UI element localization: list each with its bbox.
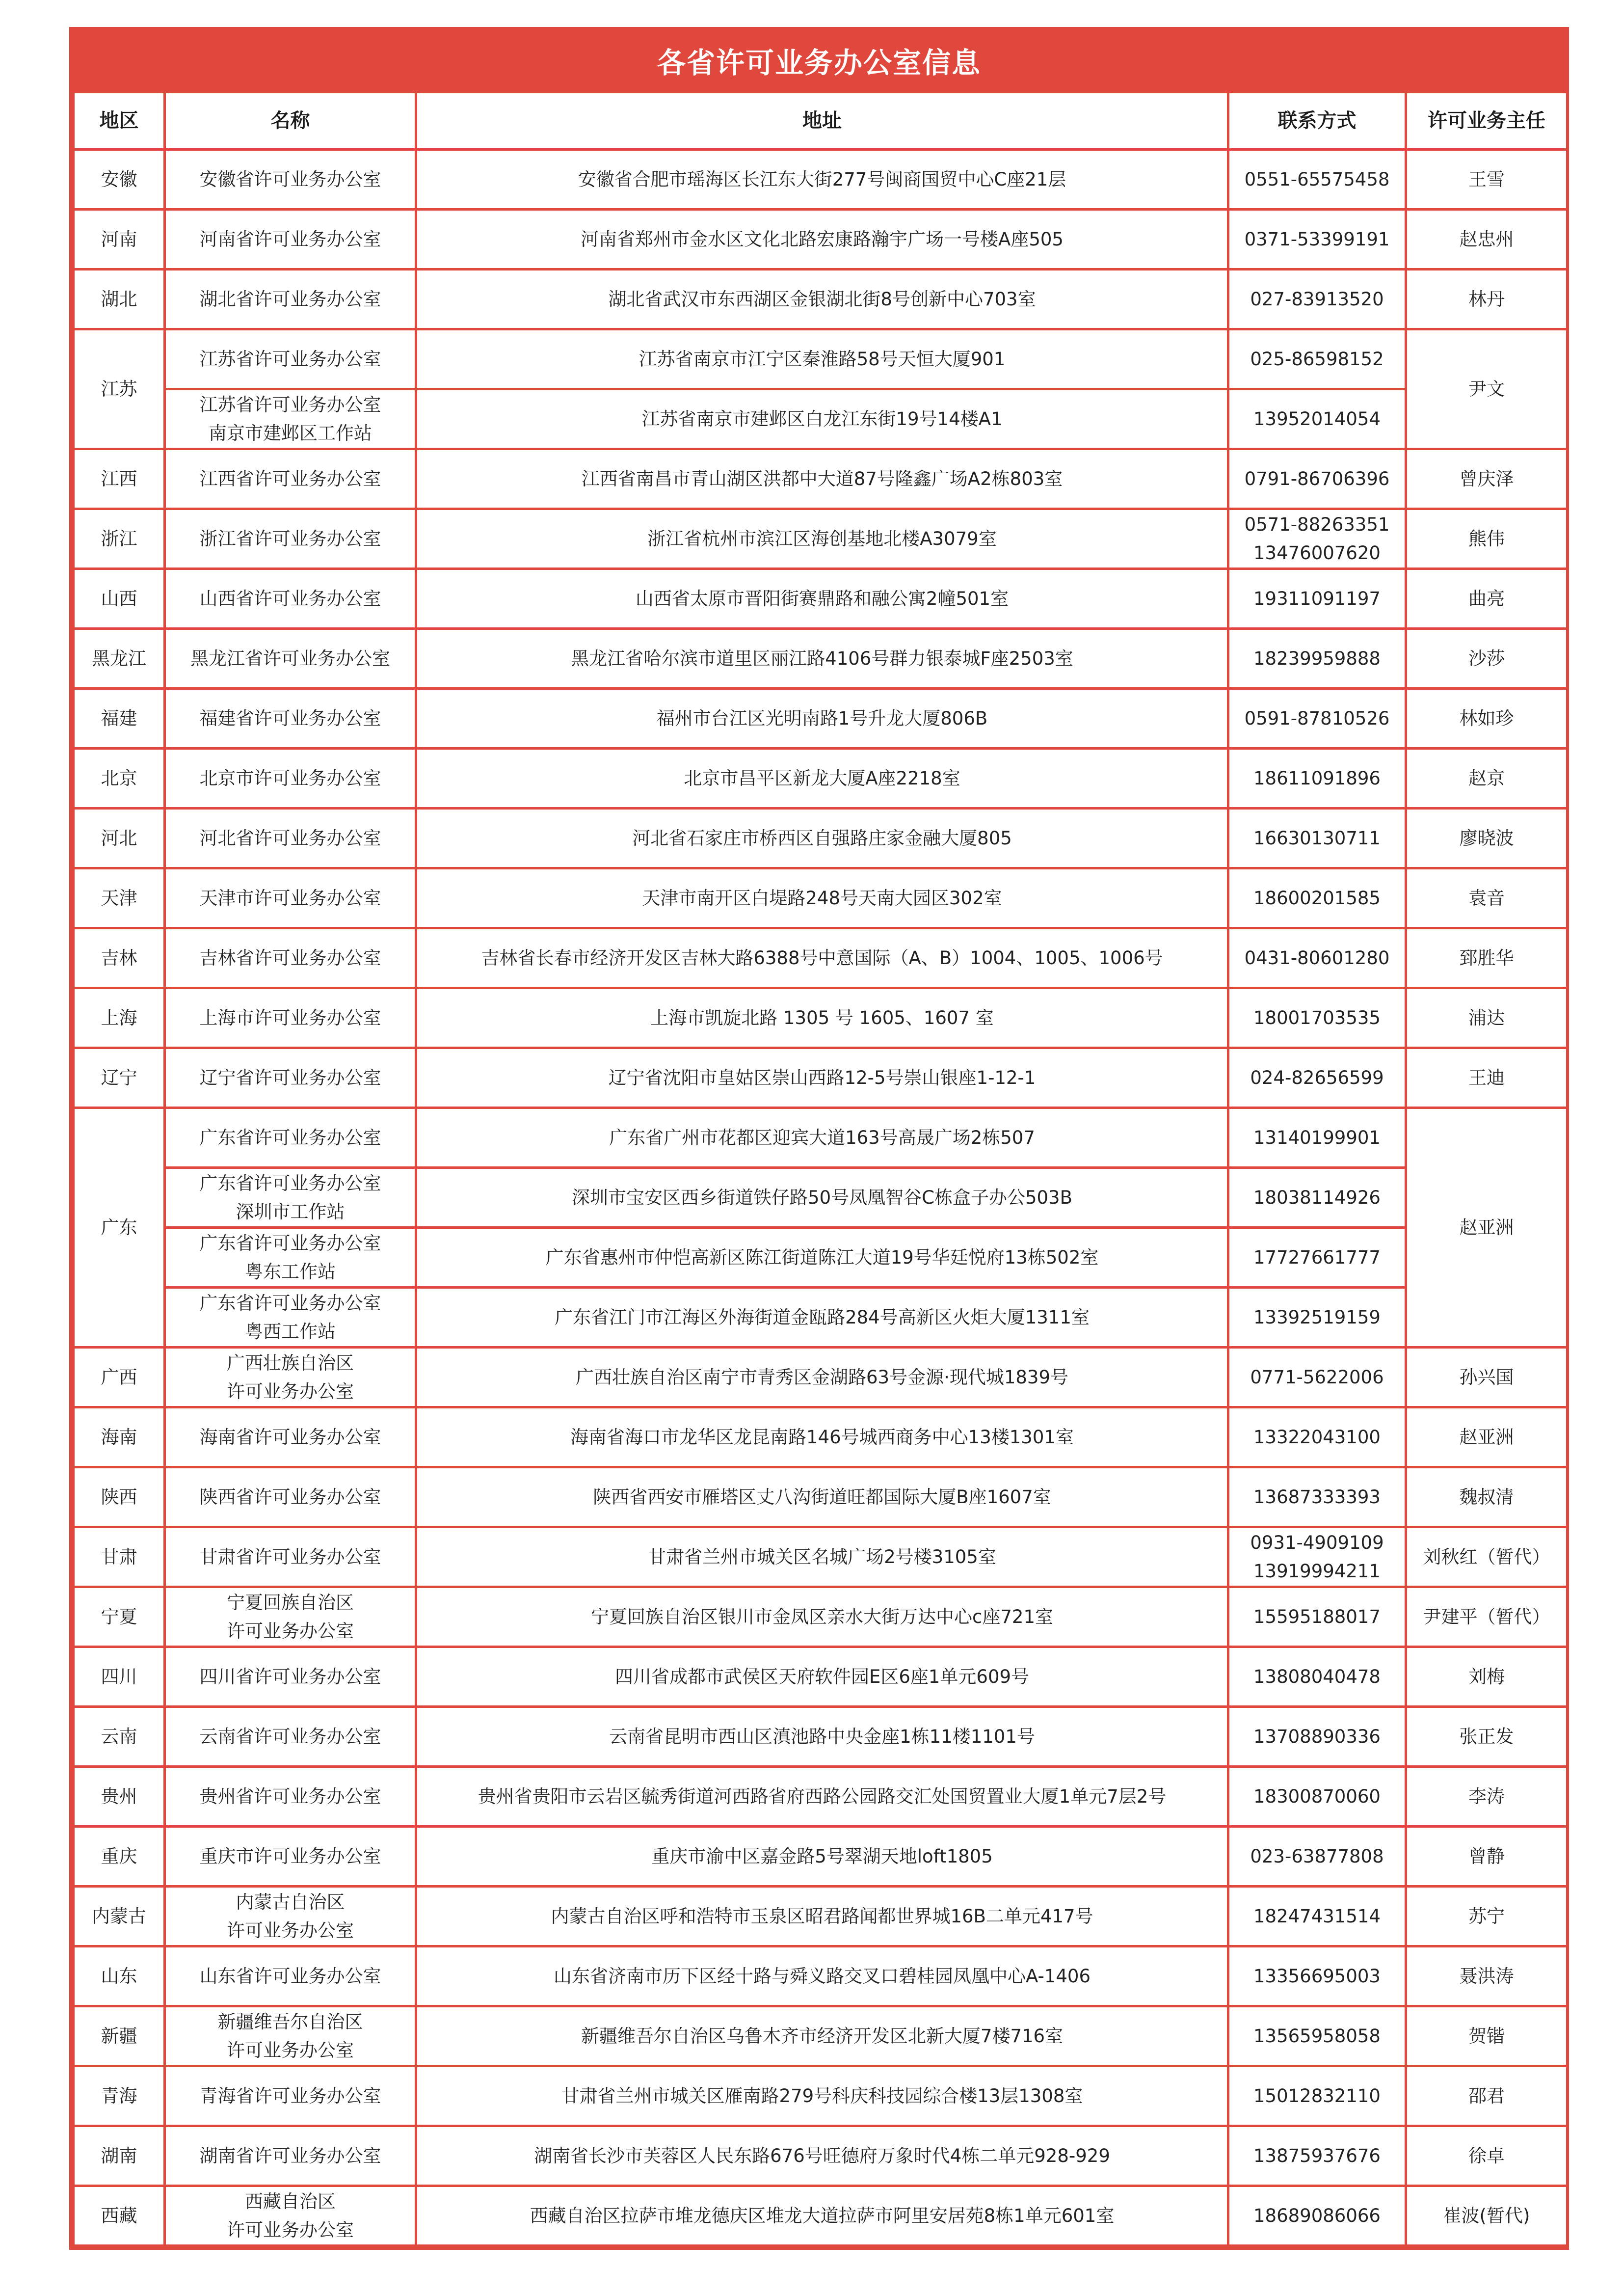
table-row (74, 2186, 1568, 2246)
cell-contact (1228, 270, 1406, 329)
cell-contact (1228, 809, 1406, 868)
office-name-line: 许可业务办公室 (227, 2039, 354, 2061)
cell-contact (1228, 1827, 1406, 1887)
table-body (74, 150, 1568, 2246)
phone-number: 13952014054 (1253, 408, 1381, 430)
cell-region: 福建 (74, 689, 165, 749)
cell-region: 山东 (74, 1946, 165, 2006)
cell-region: 四川 (74, 1647, 165, 1707)
cell-director: 赵忠州 (1406, 210, 1568, 270)
table-row (74, 2126, 1568, 2186)
table-row (74, 1527, 1568, 1587)
cell-address: 江苏省南京市建邺区白龙江东街19号14楼A1 (416, 389, 1228, 449)
phone-number: 13687333393 (1253, 1486, 1381, 1508)
cell-director: 尹文 (1406, 329, 1568, 449)
cell-office-name (165, 1827, 416, 1887)
phone-number: 15012832110 (1253, 2085, 1381, 2107)
cell-address: 湖北省武汉市东西湖区金银湖北街8号创新中心703室 (416, 270, 1228, 329)
cell-contact (1228, 509, 1406, 569)
table-row (74, 809, 1568, 868)
cell-office-name (165, 1168, 416, 1228)
office-name-line: 内蒙古自治区 (236, 1891, 345, 1913)
header-contact: 联系方式 (1228, 92, 1406, 150)
cell-office-name (165, 1228, 416, 1288)
table-row (74, 509, 1568, 569)
table-row (74, 449, 1568, 509)
phone-number: 0371-53399191 (1244, 228, 1390, 250)
phone-number: 15595188017 (1253, 1606, 1381, 1627)
cell-contact (1228, 150, 1406, 210)
cell-address: 福州市台江区光明南路1号升龙大厦806B (416, 689, 1228, 749)
cell-director: 张正发 (1406, 1707, 1568, 1767)
cell-address: 深圳市宝安区西乡街道铁仔路50号凤凰智谷C栋盒子办公503B (416, 1168, 1228, 1228)
office-name-line: 辽宁省许可业务办公室 (199, 1067, 381, 1088)
table-row (74, 1407, 1568, 1467)
cell-contact (1228, 2186, 1406, 2246)
cell-address: 北京市昌平区新龙大厦A座2218室 (416, 749, 1228, 809)
table-row (74, 1108, 1568, 1168)
office-name-line: 四川省许可业务办公室 (199, 1666, 381, 1687)
office-name-line: 广西壮族自治区 (227, 1352, 354, 1374)
office-table (72, 91, 1569, 2247)
table-row (74, 1767, 1568, 1827)
cell-director: 曾庆泽 (1406, 449, 1568, 509)
office-name-line: 陕西省许可业务办公室 (199, 1486, 381, 1508)
office-name-line: 山西省许可业务办公室 (199, 588, 381, 609)
phone-number: 0571-88263351 (1244, 513, 1390, 535)
cell-address: 四川省成都市武侯区天府软件园E区6座1单元609号 (416, 1647, 1228, 1707)
office-name-line: 河南省许可业务办公室 (199, 228, 381, 250)
cell-region: 广东 (74, 1108, 165, 1348)
office-name-line: 许可业务办公室 (227, 2219, 354, 2241)
phone-number: 18239959888 (1253, 648, 1381, 669)
cell-office-name (165, 809, 416, 868)
office-name-line: 吉林省许可业务办公室 (199, 947, 381, 969)
cell-director: 孙兴国 (1406, 1348, 1568, 1407)
phone-number: 024-82656599 (1250, 1067, 1384, 1088)
cell-address: 上海市凯旋北路 1305 号 1605、1607 室 (416, 988, 1228, 1048)
table-row (74, 329, 1568, 389)
cell-contact (1228, 1946, 1406, 2006)
cell-director: 刘秋红（暂代） (1406, 1527, 1568, 1587)
table-row (74, 1467, 1568, 1527)
cell-office-name (165, 329, 416, 389)
office-name-line: 江苏省许可业务办公室 (199, 394, 381, 415)
phone-number: 13808040478 (1253, 1666, 1381, 1687)
cell-office-name (165, 150, 416, 210)
office-name-line: 广东省许可业务办公室 (199, 1172, 381, 1194)
cell-director: 徐卓 (1406, 2126, 1568, 2186)
cell-director: 王迪 (1406, 1048, 1568, 1108)
cell-address: 甘肃省兰州市城关区雁南路279号科庆科技园综合楼13层1308室 (416, 2066, 1228, 2126)
table-row (74, 749, 1568, 809)
cell-address: 内蒙古自治区呼和浩特市玉泉区昭君路闻都世界城16B二单元417号 (416, 1887, 1228, 1946)
cell-office-name (165, 1527, 416, 1587)
cell-contact (1228, 1168, 1406, 1228)
office-name-line: 湖北省许可业务办公室 (199, 288, 381, 310)
cell-director: 廖晓波 (1406, 809, 1568, 868)
cell-address: 贵州省贵阳市云岩区毓秀街道河西路省府西路公园路交汇处国贸置业大厦1单元7层2号 (416, 1767, 1228, 1827)
header-address: 地址 (416, 92, 1228, 150)
cell-office-name (165, 988, 416, 1048)
table-row (74, 1887, 1568, 1946)
cell-address: 山东省济南市历下区经十路与舜义路交叉口碧桂园凤凰中心A-1406 (416, 1946, 1228, 2006)
cell-office-name (165, 928, 416, 988)
cell-contact (1228, 1348, 1406, 1407)
table-row (74, 1707, 1568, 1767)
cell-region: 重庆 (74, 1827, 165, 1887)
cell-contact (1228, 2066, 1406, 2126)
cell-office-name (165, 2066, 416, 2126)
phone-number: 023-63877808 (1250, 1845, 1384, 1867)
cell-director: 林如珍 (1406, 689, 1568, 749)
phone-number: 13356695003 (1253, 1965, 1381, 1987)
cell-region: 云南 (74, 1707, 165, 1767)
cell-address: 宁夏回族自治区银川市金凤区亲水大街万达中心c座721室 (416, 1587, 1228, 1647)
office-name-line: 深圳市工作站 (236, 1201, 345, 1222)
office-name-line: 甘肃省许可业务办公室 (199, 1546, 381, 1567)
table-row (74, 1827, 1568, 1887)
cell-address: 辽宁省沈阳市皇姑区崇山西路12-5号崇山银座1-12-1 (416, 1048, 1228, 1108)
cell-contact (1228, 988, 1406, 1048)
phone-number: 18600201585 (1253, 887, 1381, 909)
cell-contact (1228, 2126, 1406, 2186)
header-region: 地区 (74, 92, 165, 150)
office-name-line: 福建省许可业务办公室 (199, 707, 381, 729)
office-name-line: 山东省许可业务办公室 (199, 1965, 381, 1987)
cell-region: 西藏 (74, 2186, 165, 2246)
cell-address: 安徽省合肥市瑶海区长江东大街277号闽商国贸中心C座21层 (416, 150, 1228, 210)
phone-number: 025-86598152 (1250, 348, 1384, 370)
cell-contact (1228, 449, 1406, 509)
cell-office-name (165, 749, 416, 809)
table-row (74, 2066, 1568, 2126)
cell-region: 宁夏 (74, 1587, 165, 1647)
cell-address: 湖南省长沙市芙蓉区人民东路676号旺德府万象时代4栋二单元928-929 (416, 2126, 1228, 2186)
cell-office-name (165, 389, 416, 449)
cell-contact (1228, 1887, 1406, 1946)
cell-office-name (165, 2186, 416, 2246)
cell-office-name (165, 1887, 416, 1946)
office-name-line: 青海省许可业务办公室 (199, 2085, 381, 2107)
office-name-line: 宁夏回族自治区 (227, 1592, 354, 1613)
cell-address: 天津市南开区白堤路248号天南大园区302室 (416, 868, 1228, 928)
cell-contact (1228, 1587, 1406, 1647)
cell-office-name (165, 1467, 416, 1527)
cell-region: 陕西 (74, 1467, 165, 1527)
cell-office-name (165, 270, 416, 329)
table-row (74, 150, 1568, 210)
office-name-line: 湖南省许可业务办公室 (199, 2145, 381, 2166)
cell-office-name (165, 210, 416, 270)
cell-address: 广西壮族自治区南宁市青秀区金湖路63号金源·现代城1839号 (416, 1348, 1228, 1407)
cell-address: 广东省惠州市仲恺高新区陈江街道陈江大道19号华廷悦府13栋502室 (416, 1228, 1228, 1288)
cell-contact (1228, 1707, 1406, 1767)
phone-number: 0771-5622006 (1250, 1366, 1384, 1388)
cell-director: 王雪 (1406, 150, 1568, 210)
table-row (74, 1946, 1568, 2006)
table-row (74, 1048, 1568, 1108)
office-name-line: 许可业务办公室 (227, 1380, 354, 1402)
office-name-line: 贵州省许可业务办公室 (199, 1785, 381, 1807)
cell-region: 北京 (74, 749, 165, 809)
phone-number: 19311091197 (1253, 588, 1381, 609)
cell-address: 江西省南昌市青山湖区洪都中大道87号隆鑫广场A2栋803室 (416, 449, 1228, 509)
office-name-line: 河北省许可业务办公室 (199, 827, 381, 849)
office-info-sheet (69, 27, 1569, 2250)
cell-director: 袁音 (1406, 868, 1568, 928)
cell-office-name (165, 1707, 416, 1767)
cell-director: 赵亚洲 (1406, 1407, 1568, 1467)
cell-address: 吉林省长春市经济开发区吉林大路6388号中意国际（A、B）1004、1005、1006号 (416, 928, 1228, 988)
cell-office-name (165, 449, 416, 509)
cell-region: 浙江 (74, 509, 165, 569)
cell-contact (1228, 1527, 1406, 1587)
cell-director: 崔波(暂代) (1406, 2186, 1568, 2246)
cell-contact (1228, 329, 1406, 389)
phone-number: 13140199901 (1253, 1127, 1381, 1148)
office-name-line: 上海市许可业务办公室 (199, 1007, 381, 1028)
office-name-line: 重庆市许可业务办公室 (199, 1845, 381, 1867)
office-name-line: 浙江省许可业务办公室 (199, 528, 381, 549)
office-name-line: 江西省许可业务办公室 (199, 468, 381, 489)
table-row (74, 1348, 1568, 1407)
cell-region: 山西 (74, 569, 165, 629)
office-name-line: 粤西工作站 (245, 1321, 336, 1342)
phone-number: 13565958058 (1253, 2025, 1381, 2047)
cell-region: 河南 (74, 210, 165, 270)
phone-number: 18300870060 (1253, 1785, 1381, 1807)
cell-director: 曲亮 (1406, 569, 1568, 629)
cell-contact (1228, 1467, 1406, 1527)
cell-office-name (165, 1108, 416, 1168)
office-name-line: 西藏自治区 (245, 2190, 336, 2212)
cell-address: 广东省广州市花都区迎宾大道163号高晟广场2栋507 (416, 1108, 1228, 1168)
office-name-line: 广东省许可业务办公室 (199, 1232, 381, 1254)
cell-contact (1228, 928, 1406, 988)
phone-number: 13392519159 (1253, 1306, 1381, 1328)
cell-region: 湖南 (74, 2126, 165, 2186)
cell-region: 吉林 (74, 928, 165, 988)
table-row (74, 270, 1568, 329)
cell-office-name (165, 1048, 416, 1108)
office-name-line: 安徽省许可业务办公室 (199, 168, 381, 190)
cell-contact (1228, 689, 1406, 749)
phone-number: 18001703535 (1253, 1007, 1381, 1028)
cell-contact (1228, 1288, 1406, 1348)
cell-address: 江苏省南京市江宁区秦淮路58号天恒大厦901 (416, 329, 1228, 389)
cell-contact (1228, 1108, 1406, 1168)
table-row (74, 928, 1568, 988)
cell-office-name (165, 868, 416, 928)
cell-address: 陕西省西安市雁塔区丈八沟街道旺都国际大厦B座1607室 (416, 1467, 1228, 1527)
table-row (74, 1647, 1568, 1707)
office-name-line: 黑龙江省许可业务办公室 (190, 648, 390, 669)
cell-director: 贺锴 (1406, 2006, 1568, 2066)
cell-director: 曾静 (1406, 1827, 1568, 1887)
phone-number: 13875937676 (1253, 2145, 1381, 2166)
table-row (74, 689, 1568, 749)
office-name-line: 粤东工作站 (245, 1261, 336, 1282)
cell-director: 邵君 (1406, 2066, 1568, 2126)
phone-number: 0931-4909109 (1250, 1532, 1384, 1553)
cell-office-name (165, 1288, 416, 1348)
phone-number: 13919994211 (1253, 1560, 1381, 1582)
phone-number: 16630130711 (1253, 827, 1381, 849)
table-row (74, 988, 1568, 1048)
cell-region: 上海 (74, 988, 165, 1048)
table-row (74, 2006, 1568, 2066)
cell-region: 贵州 (74, 1767, 165, 1827)
office-name-line: 江苏省许可业务办公室 (199, 348, 381, 370)
cell-office-name (165, 1647, 416, 1707)
cell-region: 湖北 (74, 270, 165, 329)
cell-director: 浦达 (1406, 988, 1568, 1048)
cell-region: 海南 (74, 1407, 165, 1467)
cell-contact (1228, 1228, 1406, 1288)
cell-contact (1228, 1407, 1406, 1467)
cell-address: 河南省郑州市金水区文化北路宏康路瀚宇广场一号楼A座505 (416, 210, 1228, 270)
header-name: 名称 (165, 92, 416, 150)
cell-contact (1228, 868, 1406, 928)
cell-address: 云南省昆明市西山区滇池路中央金座1栋11楼1101号 (416, 1707, 1228, 1767)
office-name-line: 广东省许可业务办公室 (199, 1127, 381, 1148)
cell-region: 辽宁 (74, 1048, 165, 1108)
phone-number: 17727661777 (1253, 1246, 1381, 1268)
cell-office-name (165, 569, 416, 629)
cell-region: 黑龙江 (74, 629, 165, 689)
cell-director: 尹建平（暂代） (1406, 1587, 1568, 1647)
cell-region: 天津 (74, 868, 165, 928)
header-director: 许可业务主任 (1406, 92, 1568, 150)
cell-contact (1228, 569, 1406, 629)
cell-address: 西藏自治区拉萨市堆龙德庆区堆龙大道拉萨市阿里安居苑8栋1单元601室 (416, 2186, 1228, 2246)
phone-number: 18038114926 (1253, 1187, 1381, 1208)
cell-address: 新疆维吾尔自治区乌鲁木齐市经济开发区北新大厦7楼716室 (416, 2006, 1228, 2066)
table-row (74, 629, 1568, 689)
office-name-line: 许可业务办公室 (227, 1620, 354, 1642)
cell-region: 河北 (74, 809, 165, 868)
phone-number: 13708890336 (1253, 1726, 1381, 1747)
cell-address: 黑龙江省哈尔滨市道里区丽江路4106号群力银泰城F座2503室 (416, 629, 1228, 689)
office-name-line: 许可业务办公室 (227, 1919, 354, 1941)
cell-address: 重庆市渝中区嘉金路5号翠湖天地loft1805 (416, 1827, 1228, 1887)
cell-address: 广东省江门市江海区外海街道金瓯路284号高新区火炬大厦1311室 (416, 1288, 1228, 1348)
office-name-line: 新疆维吾尔自治区 (217, 2011, 363, 2032)
office-name-line: 广东省许可业务办公室 (199, 1292, 381, 1314)
phone-number: 18689086066 (1253, 2205, 1381, 2226)
cell-director: 聂洪涛 (1406, 1946, 1568, 2006)
table-row (74, 569, 1568, 629)
cell-address: 甘肃省兰州市城关区名城广场2号楼3105室 (416, 1527, 1228, 1587)
cell-director: 刘梅 (1406, 1647, 1568, 1707)
cell-director: 赵京 (1406, 749, 1568, 809)
cell-contact (1228, 749, 1406, 809)
cell-address: 河北省石家庄市桥西区自强路庄家金融大厦805 (416, 809, 1228, 868)
table-row (74, 1587, 1568, 1647)
cell-director: 林丹 (1406, 270, 1568, 329)
cell-region: 内蒙古 (74, 1887, 165, 1946)
cell-contact (1228, 1048, 1406, 1108)
office-name-line: 云南省许可业务办公室 (199, 1726, 381, 1747)
cell-region: 江西 (74, 449, 165, 509)
table-header-row (74, 92, 1568, 150)
cell-address: 浙江省杭州市滨江区海创基地北楼A3079室 (416, 509, 1228, 569)
phone-number: 0431-80601280 (1244, 947, 1390, 969)
cell-contact (1228, 2006, 1406, 2066)
cell-office-name (165, 1946, 416, 2006)
office-name-line: 海南省许可业务办公室 (199, 1426, 381, 1448)
phone-number: 13322043100 (1253, 1426, 1381, 1448)
cell-office-name (165, 689, 416, 749)
table-row (74, 1288, 1568, 1348)
phone-number: 13476007620 (1253, 542, 1381, 564)
cell-region: 安徽 (74, 150, 165, 210)
page-title: 各省许可业务办公室信息 (72, 30, 1566, 91)
cell-contact (1228, 629, 1406, 689)
cell-address: 海南省海口市龙华区龙昆南路146号城西商务中心13楼1301室 (416, 1407, 1228, 1467)
cell-office-name (165, 1348, 416, 1407)
cell-office-name (165, 1407, 416, 1467)
cell-director: 苏宁 (1406, 1887, 1568, 1946)
table-row (74, 210, 1568, 270)
cell-director: 熊伟 (1406, 509, 1568, 569)
cell-address: 山西省太原市晋阳街赛鼎路和融公寓2幢501室 (416, 569, 1228, 629)
office-name-line: 南京市建邺区工作站 (209, 422, 372, 444)
phone-number: 0791-86706396 (1244, 468, 1390, 489)
cell-director: 沙莎 (1406, 629, 1568, 689)
office-name-line: 天津市许可业务办公室 (199, 887, 381, 909)
cell-contact (1228, 210, 1406, 270)
phone-number: 18247431514 (1253, 1905, 1381, 1927)
phone-number: 0551-65575458 (1244, 168, 1390, 190)
office-name-line: 北京市许可业务办公室 (199, 767, 381, 789)
cell-director: 魏叔清 (1406, 1467, 1568, 1527)
cell-contact (1228, 1767, 1406, 1827)
cell-director: 郅胜华 (1406, 928, 1568, 988)
cell-office-name (165, 1767, 416, 1827)
cell-office-name (165, 509, 416, 569)
cell-region: 广西 (74, 1348, 165, 1407)
phone-number: 18611091896 (1253, 767, 1381, 789)
table-row (74, 868, 1568, 928)
cell-director: 李涛 (1406, 1767, 1568, 1827)
table-row (74, 1168, 1568, 1228)
table-row (74, 1228, 1568, 1288)
cell-region: 甘肃 (74, 1527, 165, 1587)
cell-office-name (165, 629, 416, 689)
cell-contact (1228, 1647, 1406, 1707)
cell-office-name (165, 2006, 416, 2066)
phone-number: 0591-87810526 (1244, 707, 1390, 729)
table-row (74, 389, 1568, 449)
cell-region: 江苏 (74, 329, 165, 449)
cell-office-name (165, 1587, 416, 1647)
phone-number: 027-83913520 (1250, 288, 1384, 310)
cell-director: 赵亚洲 (1406, 1108, 1568, 1348)
cell-region: 青海 (74, 2066, 165, 2126)
cell-office-name (165, 2126, 416, 2186)
cell-contact (1228, 389, 1406, 449)
cell-region: 新疆 (74, 2006, 165, 2066)
